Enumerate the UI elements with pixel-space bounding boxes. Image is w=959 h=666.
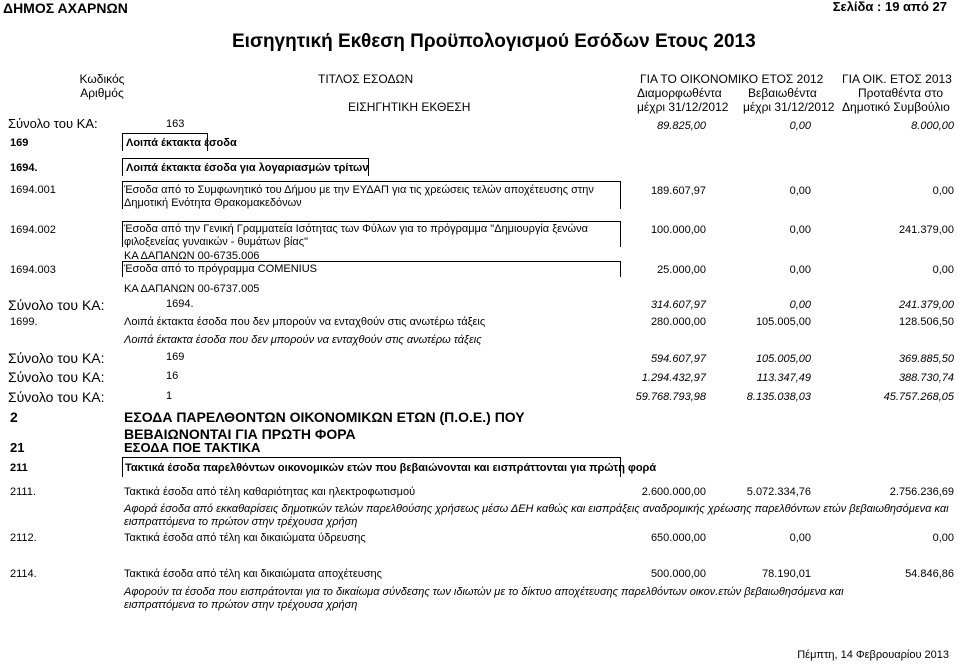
total-16-label: Σύνολο του ΚΑ:: [8, 369, 105, 385]
municipality-name: ΔΗΜΟΣ ΑΧΑΡΝΩΝ: [3, 0, 128, 16]
col-certified-line2: μέχρι 31/12/2012: [743, 100, 835, 114]
col-code-line2: Αριθμός: [80, 86, 124, 100]
row-2114-shaped: 500.000,00: [650, 568, 706, 580]
total-163-shaped: 89.825,00: [657, 120, 706, 132]
col-fy2012: ΓΙΑ ΤΟ ΟΙΚΟΝΟΜΙΚΟ ΕΤΟΣ 2012: [640, 72, 824, 86]
row-1694003-code: 1694.003: [10, 264, 56, 276]
group-169-title: Λοιπά έκτακτα έσοδα: [126, 137, 237, 149]
row-2112-shaped: 650.000,00: [650, 532, 706, 544]
col-revenue-title: ΤΙΤΛΟΣ ΕΣΟΔΩΝ: [318, 72, 414, 86]
col-proposed-line1: Προταθέντα στο: [858, 86, 944, 100]
row-1699-report: Λοιπά έκτακτα έσοδα που δεν μπορούν να ενταχθούν στις ανωτέρω τάξεις: [124, 334, 482, 346]
group-211-code: 211: [10, 462, 28, 474]
total-1694-proposed: 241.379,00: [898, 299, 954, 311]
row-1694001-proposed: 0,00: [932, 185, 954, 197]
row-1699-shaped: 280.000,00: [650, 316, 706, 328]
row-2114-certified: 78.190,01: [762, 568, 811, 580]
row-1694003-proposed: 0,00: [932, 264, 954, 276]
total-169-code: 169: [166, 351, 185, 363]
total-163-certified: 0,00: [789, 120, 811, 132]
row-2111-shaped: 2.600.000,00: [641, 486, 706, 498]
total-16-certified: 113.347,49: [756, 372, 811, 384]
total-1694-shaped: 314.607,97: [650, 299, 706, 311]
row-1694001-title: Έσοδα από το Συμφωνητικό του Δήμου με την ΕΥΔΑΠ για τις χρεώσεις τελών αποχέτευσης στην Δημοτική Ενότητα Θρακομακεδόνων: [124, 184, 594, 209]
col-proposed-line2: Δημοτικό Συμβούλιο: [842, 100, 950, 114]
group-211-title: Τακτικά έσοδα παρελθόντων οικονομικών ετών που βεβαιώνονται και εισπράττονται για πρώτη φορά: [125, 462, 657, 474]
row-2111-proposed: 2.756.236,69: [889, 486, 954, 498]
row-2114-code: 2114.: [10, 568, 37, 580]
total-169-label: Σύνολο του ΚΑ:: [8, 350, 105, 366]
row-1699-certified: 105.005,00: [755, 316, 811, 328]
total-1694-label: Σύνολο του ΚΑ:: [8, 297, 105, 313]
total-169-certified: 105.005,00: [755, 353, 811, 365]
total-16-code: 16: [166, 370, 179, 382]
row-1694003-shaped: 25.000,00: [657, 264, 706, 276]
total-1-code: 1: [166, 390, 173, 402]
row-2114-report: Αφορούν τα έσοδα που εισπράτονται για το δικαίωμα σύνδεσης των ιδιωτών με το δίκτυο αποχέτευσης παρελθόντων οικον.ετών βεβαιωθησόμενα και εισπραττόμενα το πρώτον στην τρέχουσα χρήση: [124, 586, 844, 611]
group-1694-title: Λοιπά έκτακτα έσοδα για λογαριασμών τρίτων: [126, 162, 369, 174]
row-2111-report: Αφορά έσοδα από εκκαθαρίσεις δημοτικών τελών παρελθούσης χρήσεως μέσω ΔΕΗ καθώς και εισπράξεις αναδρομικής χρέωσης παρελθόντων ετών βεβαιωθησόμενα και εισπραττόμενα το πρώτον στην τρέχουσα χρήση: [124, 503, 949, 528]
row-1694001-certified: 0,00: [789, 185, 811, 197]
row-1694003-title: Έσοδα από το πρόγραμμα COMENIUS: [124, 263, 318, 275]
col-certified-line1: Βεβαιωθέντα: [748, 86, 817, 100]
row-1694002-certified: 0,00: [789, 224, 811, 236]
row-2111-certified: 5.072.334,76: [746, 486, 811, 498]
total-1-proposed: 45.757.268,05: [883, 391, 954, 403]
row-1694002-title: Έσοδα από την Γενική Γραμματεία Ισότητας των Φύλων για το πρόγραμμα "Δημιουργία ξενώνα φιλοξενείας γυναικών - θυμάτων βίας": [124, 223, 588, 248]
row-1694002-shaped: 100.000,00: [650, 224, 706, 236]
total-169-shaped: 594.607,97: [650, 353, 706, 365]
total-16-proposed: 388.730,74: [898, 372, 954, 384]
row-1694001-shaped: 189.607,97: [650, 185, 706, 197]
row-2111-title: Τακτικά έσοδα από τέλη καθαριότητας και ηλεκτροφωτισμού: [124, 486, 416, 498]
row-1694002-expense-code: ΚΑ ΔΑΠΑΝΩΝ 00-6735.006: [124, 250, 260, 262]
total-1-label: Σύνολο του ΚΑ:: [8, 389, 105, 405]
row-2112-proposed: 0,00: [932, 532, 954, 544]
page-number: Σελίδα : 19 από 27: [832, 0, 947, 14]
group-2-code: 2: [10, 409, 18, 425]
row-1694003-certified: 0,00: [789, 264, 811, 276]
group-1694-code: 1694.: [10, 162, 38, 174]
total-16-shaped: 1.294.432,97: [641, 372, 706, 384]
total-1-shaped: 59.768.793,98: [635, 391, 706, 403]
row-1699-title: Λοιπά έκτακτα έσοδα που δεν μπορούν να ενταχθούν στις ανωτέρω τάξεις: [124, 316, 486, 328]
row-1699-proposed: 128.506,50: [898, 316, 954, 328]
row-2114-proposed: 54.846,86: [905, 568, 954, 580]
row-2112-certified: 0,00: [789, 532, 811, 544]
row-1694002-code: 1694.002: [10, 224, 56, 236]
col-fy2013: ΓΙΑ ΟΙΚ. ΕΤΟΣ 2013: [842, 72, 952, 86]
row-2112-title: Τακτικά έσοδα από τέλη και δικαιώματα ύδρευσης: [124, 532, 366, 544]
total-1-certified: 8.135.038,03: [746, 391, 811, 403]
total-163-code: 163: [166, 118, 185, 130]
footer-date: Πέμπτη, 14 Φεβρουαρίου 2013: [797, 649, 949, 661]
total-163-label: Σύνολο του ΚΑ:: [8, 116, 98, 131]
col-report: ΕΙΣΗΓΗΤΙΚΗ ΕΚΘΕΣΗ: [348, 100, 471, 114]
page-title: Εισηγητική Εκθεση Προϋπολογισμού Εσόδων Ετους 2013: [232, 31, 756, 52]
col-code-line1: Κωδικός: [79, 72, 125, 86]
total-163-proposed: 8.000,00: [911, 120, 954, 132]
group-21-title: ΕΣΟΔΑ ΠΟΕ ΤΑΚΤΙΚΑ: [124, 440, 261, 455]
total-1694-certified: 0,00: [789, 299, 811, 311]
row-1694002-proposed: 241.379,00: [898, 224, 954, 236]
total-1694-code: 1694.: [166, 298, 194, 310]
row-2114-title: Τακτικά έσοδα από τέλη και δικαιώματα αποχέτευσης: [124, 568, 382, 580]
total-169-proposed: 369.885,50: [898, 353, 954, 365]
group-2-title: ΕΣΟΔΑ ΠΑΡΕΛΘΟΝΤΩΝ ΟΙΚΟΝΟΜΙΚΩΝ ΕΤΩΝ (Π.Ο.Ε.) ΠΟΥ ΒΕΒΑΙΩΝΟΝΤΑΙ ΓΙΑ ΠΡΩΤΗ ΦΟΡΑ: [124, 409, 525, 442]
row-2112-code: 2112.: [10, 532, 37, 544]
col-shaped-line2: μέχρι 31/12/2012: [637, 100, 729, 114]
group-21-code: 21: [10, 440, 25, 455]
row-1694003-expense-code: ΚΑ ΔΑΠΑΝΩΝ 00-6737.005: [124, 283, 260, 295]
group-169-code: 169: [10, 137, 29, 149]
row-1699-code: 1699.: [10, 316, 38, 328]
col-shaped-line1: Διαμορφωθέντα: [637, 86, 722, 100]
row-2111-code: 2111.: [10, 486, 36, 498]
row-1694001-code: 1694.001: [10, 184, 56, 196]
